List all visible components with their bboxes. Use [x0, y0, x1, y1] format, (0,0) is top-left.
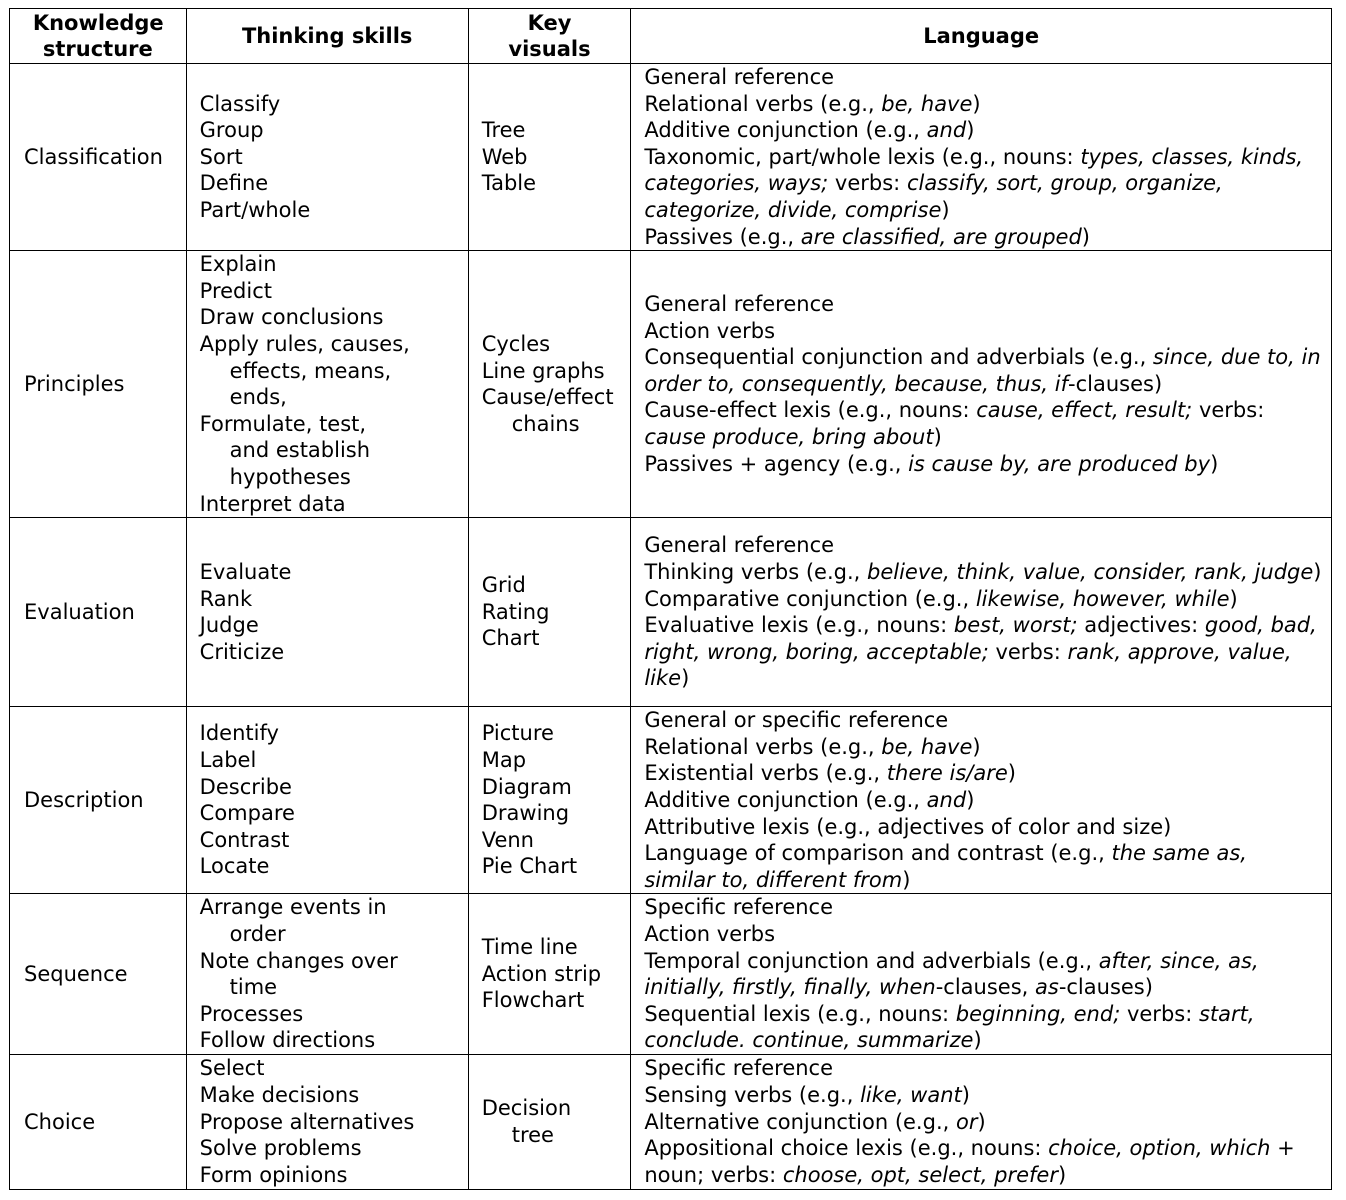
language-item: Consequential conjunction and adverbials (e.g., since, due to, in order to, consequently, because, thus, if-clauses): [644, 345, 1321, 396]
table-row: [10, 707, 1332, 894]
key-visuals-item: Table: [481, 171, 537, 196]
key-visuals-item: Rating: [481, 599, 550, 624]
key-visuals-item: chains: [511, 411, 580, 436]
language-item: General or specific reference: [644, 708, 949, 733]
language-cell: [631, 707, 1332, 894]
knowledge-structure-cell: Evaluation: [10, 518, 187, 707]
knowledge-structures-table: [9, 8, 1332, 1190]
key-visuals-cell: [468, 894, 631, 1055]
language-item: Passives + agency (e.g., is cause by, are produced by): [644, 451, 1219, 476]
thinking-skills-item: Make decisions: [199, 1082, 360, 1107]
thinking-skills-item: Label: [199, 748, 257, 773]
language-item: Comparative conjunction (e.g., likewise, however, while): [644, 586, 1238, 611]
thinking-skills-item: Form opinions: [199, 1162, 348, 1187]
thinking-skills-cell: [186, 894, 468, 1055]
language-item: Action verbs: [644, 921, 776, 946]
thinking-skills-item: Compare: [199, 801, 295, 826]
thinking-skills-item: Interpret data: [199, 491, 346, 516]
thinking-skills-item: Classify: [199, 91, 281, 116]
language-item: Alternative conjunction (e.g., or): [644, 1109, 986, 1134]
language-cell: [631, 64, 1332, 251]
thinking-skills-item: Follow directions: [199, 1028, 376, 1053]
key-visuals-item: Tree: [481, 118, 526, 143]
thinking-skills-item: effects, means,: [229, 358, 392, 383]
language-item: Attributive lexis (e.g., adjectives of color and size): [644, 814, 1172, 839]
thinking-skills-item: Identify: [199, 721, 279, 746]
thinking-skills-cell: [186, 518, 468, 707]
language-item: Additive conjunction (e.g., and): [644, 118, 975, 143]
thinking-skills-cell: [186, 251, 468, 518]
key-visuals-item: Line graphs: [481, 358, 605, 383]
thinking-skills-item: Arrange events in: [199, 895, 387, 920]
language-item: Language of comparison and contrast (e.g., the same as, similar to, different from): [644, 841, 1247, 892]
thinking-skills-item: Criticize: [199, 639, 285, 664]
key-visuals-item: Time line: [481, 935, 578, 960]
thinking-skills-item: Predict: [199, 278, 272, 303]
table-row: [10, 518, 1332, 707]
language-item: Temporal conjunction and adverbials (e.g., after, since, as, initially, firstly, finally, when-clauses, as-clauses): [644, 948, 1259, 1000]
key-visuals-cell: [468, 1054, 631, 1189]
table-row: [10, 894, 1332, 1055]
thinking-skills-item: Note changes over: [199, 948, 398, 973]
key-visuals-item: tree: [511, 1122, 554, 1147]
language-item: Thinking verbs (e.g., believe, think, value, consider, rank, judge): [644, 559, 1322, 584]
thinking-skills-item: Draw conclusions: [199, 305, 384, 330]
key-visuals-item: Action strip: [481, 961, 602, 986]
key-visuals-item: Diagram: [481, 774, 572, 799]
thinking-skills-item: and establish: [229, 438, 371, 463]
language-item: Evaluative lexis (e.g., nouns: best, worst; adjectives: good, bad, right, wrong, boring, acceptable; verbs: rank, approve, value, like): [644, 613, 1317, 691]
thinking-skills-item: time: [229, 975, 278, 1000]
knowledge-structure-cell: Principles: [10, 251, 187, 518]
thinking-skills-item: Define: [199, 171, 269, 196]
thinking-skills-cell: [186, 64, 468, 251]
thinking-skills-item: Judge: [199, 613, 259, 638]
language-item: Sequential lexis (e.g., nouns: beginning, end; verbs: start, conclude. continue, summarize): [644, 1001, 1255, 1053]
thinking-skills-item: Rank: [199, 586, 253, 611]
thinking-skills-cell: [186, 1054, 468, 1189]
thinking-skills-item: order: [229, 921, 286, 946]
thinking-skills-item: Formulate, test,: [199, 411, 367, 436]
language-item: Appositional choice lexis (e.g., nouns: choice, option, which + noun; verbs: choose, opt, select, prefer): [644, 1136, 1295, 1187]
thinking-skills-item: Part/whole: [199, 197, 311, 222]
key-visuals-item: Picture: [481, 721, 554, 746]
knowledge-structure-cell: Choice: [10, 1054, 187, 1189]
thinking-skills-item: hypotheses: [229, 464, 351, 489]
table-row: [10, 1054, 1332, 1189]
header-row: [10, 9, 1332, 64]
language-item: General reference: [644, 292, 835, 317]
language-item: Existential verbs (e.g., there is/are): [644, 761, 1016, 786]
key-visuals-item: Venn: [481, 827, 534, 852]
thinking-skills-item: Select: [199, 1056, 265, 1081]
header-knowledge-structure: Knowledge structure: [10, 9, 187, 64]
language-item: Specific reference: [644, 1056, 834, 1081]
thinking-skills-item: Apply rules, causes,: [199, 331, 410, 356]
thinking-skills-item: Explain: [199, 252, 277, 277]
thinking-skills-item: Sort: [199, 144, 243, 169]
header-thinking-skills: Thinking skills: [186, 9, 468, 64]
thinking-skills-item: Describe: [199, 774, 292, 799]
thinking-skills-item: ends,: [229, 385, 287, 410]
thinking-skills-item: Evaluate: [199, 559, 292, 584]
language-item: Sensing verbs (e.g., like, want): [644, 1082, 970, 1107]
key-visuals-item: Pie Chart: [481, 854, 578, 879]
language-cell: [631, 518, 1332, 707]
key-visuals-cell: [468, 518, 631, 707]
knowledge-structure-cell: Description: [10, 707, 187, 894]
table-row: [10, 64, 1332, 251]
key-visuals-cell: [468, 251, 631, 518]
language-item: Taxonomic, part/whole lexis (e.g., nouns: types, classes, kinds, categories, ways; verbs: classify, sort, group, organize, categorize, divide, comprise): [644, 144, 1304, 222]
language-item: General reference: [644, 65, 835, 89]
key-visuals-item: Flowchart: [481, 988, 585, 1013]
key-visuals-item: Cause/effect: [481, 385, 614, 410]
thinking-skills-item: Locate: [199, 854, 270, 879]
language-item: Relational verbs (e.g., be, have): [644, 91, 981, 116]
knowledge-structure-cell: Sequence: [10, 894, 187, 1055]
key-visuals-item: Cycles: [481, 331, 551, 356]
thinking-skills-cell: [186, 707, 468, 894]
header-key-visuals: Key visuals: [468, 9, 631, 64]
key-visuals-item: Drawing: [481, 801, 570, 826]
language-item: Action verbs: [644, 318, 776, 343]
thinking-skills-item: Contrast: [199, 827, 290, 852]
knowledge-structure-cell: Classification: [10, 64, 187, 251]
thinking-skills-item: Group: [199, 118, 264, 143]
language-cell: [631, 251, 1332, 518]
key-visuals-cell: [468, 707, 631, 894]
thinking-skills-item: Propose alternatives: [199, 1109, 415, 1134]
language-item: Relational verbs (e.g., be, have): [644, 734, 981, 759]
thinking-skills-item: Processes: [199, 1001, 304, 1026]
thinking-skills-item: Solve problems: [199, 1136, 362, 1161]
key-visuals-item: Web: [481, 144, 528, 169]
key-visuals-item: Map: [481, 748, 527, 773]
language-item: General reference: [644, 533, 835, 558]
key-visuals-cell: [468, 64, 631, 251]
key-visuals-item: Decision: [481, 1096, 572, 1121]
language-item: Passives (e.g., are classified, are grouped): [644, 224, 1090, 249]
table-row: [10, 251, 1332, 518]
language-cell: [631, 1054, 1332, 1189]
language-item: Specific reference: [644, 895, 834, 920]
language-item: Cause-effect lexis (e.g., nouns: cause, effect, result; verbs: cause produce, bring about): [644, 398, 1265, 450]
header-language: Language: [631, 9, 1332, 64]
key-visuals-item: Chart: [481, 626, 540, 651]
language-item: Additive conjunction (e.g., and): [644, 787, 975, 812]
key-visuals-item: Grid: [481, 573, 526, 598]
language-cell: [631, 894, 1332, 1055]
